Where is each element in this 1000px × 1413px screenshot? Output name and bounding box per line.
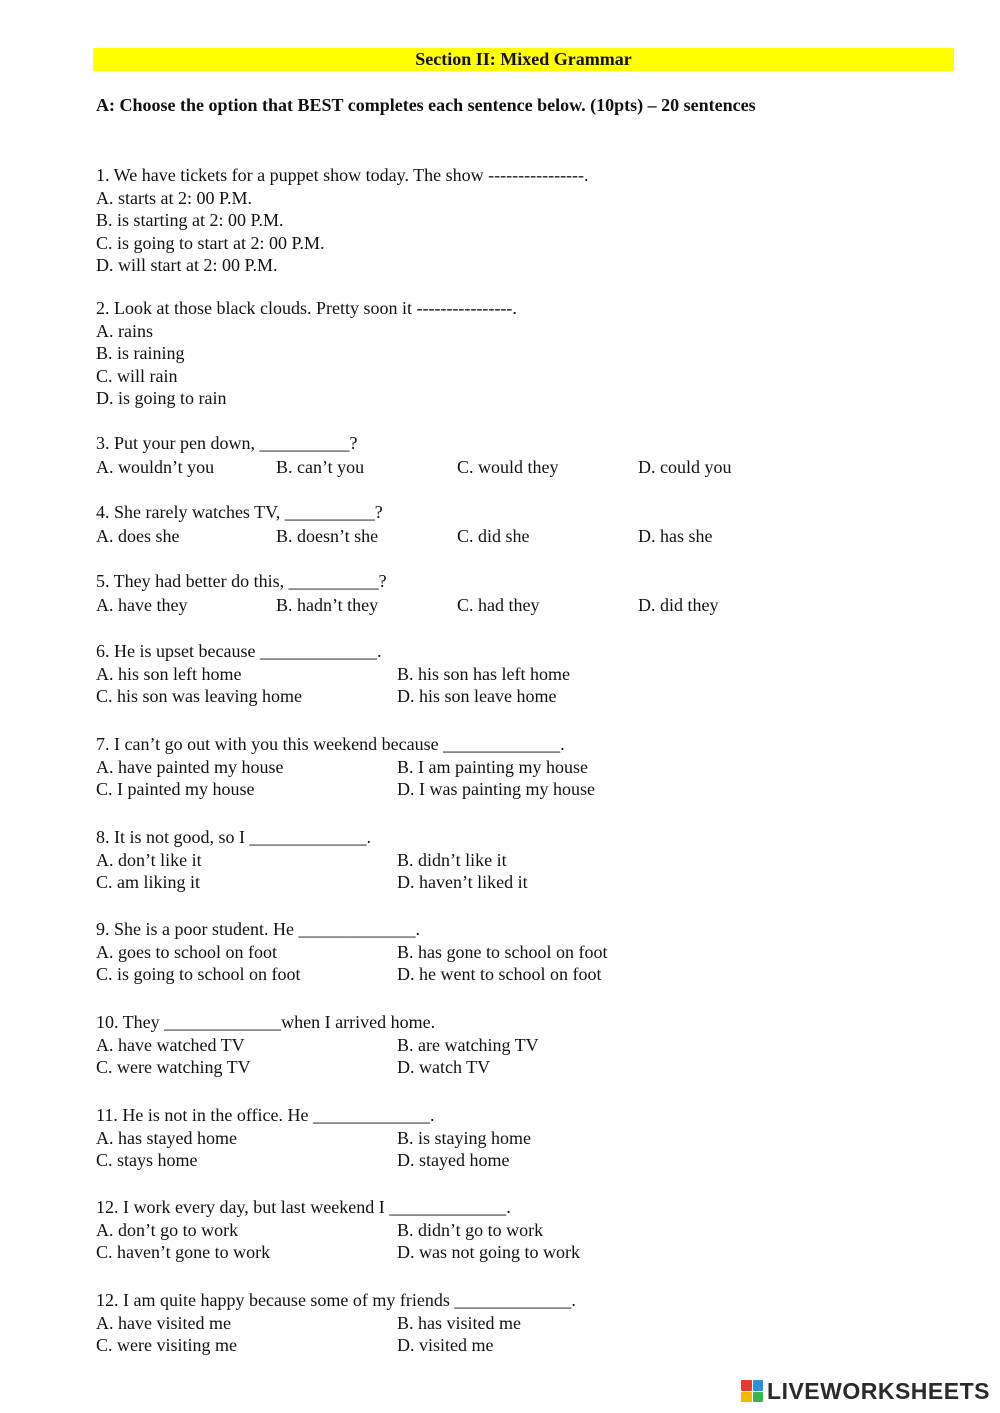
options-row	[96, 963, 956, 986]
options-row	[96, 594, 956, 617]
options-row	[96, 1241, 956, 1264]
option-b[interactable]: B. I am painting my house	[397, 756, 588, 777]
question-stem: 7. I can’t go out with you this weekend because _____________.	[96, 734, 565, 754]
question-stem: 4. She rarely watches TV, __________?	[96, 502, 383, 522]
options-row	[96, 778, 956, 801]
option-c[interactable]: C. am liking it	[96, 872, 201, 892]
instruction-text: A: Choose the option that BEST completes each sentence below. (10pts) – 20 sentences	[96, 95, 756, 115]
question-3	[96, 432, 956, 478]
option-c[interactable]: C. will rain	[96, 365, 178, 386]
option-c[interactable]: C. is going to start at 2: 00 P.M.	[96, 232, 325, 253]
options-row	[96, 456, 956, 479]
options-row	[96, 1334, 956, 1357]
options-row	[96, 756, 956, 779]
option-a[interactable]: A. his son left home	[96, 663, 242, 684]
option-d[interactable]: D. stayed home	[397, 1150, 510, 1170]
option-b[interactable]: B. can’t you	[276, 456, 365, 477]
option-d[interactable]: D. visited me	[397, 1335, 494, 1355]
option-d[interactable]: D. his son leave home	[397, 686, 557, 706]
question-6	[96, 640, 956, 708]
option-b[interactable]: B. hadn’t they	[276, 594, 379, 615]
option-d[interactable]: D. haven’t liked it	[397, 872, 528, 892]
question-8	[96, 826, 956, 894]
option-b[interactable]: B. doesn’t she	[276, 525, 379, 546]
question-13	[96, 1289, 956, 1357]
options-row	[96, 1127, 956, 1150]
options-row	[96, 1219, 956, 1242]
question-stem: 12. I work every day, but last weekend I _____________.	[96, 1197, 511, 1217]
options-row	[96, 1034, 956, 1057]
option-b[interactable]: B. is staying home	[397, 1127, 531, 1148]
option-d[interactable]: D. he went to school on foot	[397, 964, 602, 984]
option-d[interactable]: D. was not going to work	[397, 1242, 580, 1262]
logo-text: LIVEWORKSHEETS	[767, 1377, 990, 1404]
option-d[interactable]: D. I was painting my house	[397, 779, 595, 799]
question-12	[96, 1196, 956, 1264]
option-a[interactable]: A. don’t like it	[96, 849, 202, 870]
option-c[interactable]: C. had they	[457, 594, 540, 615]
question-stem: 6. He is upset because _____________.	[96, 641, 382, 661]
question-stem: 12. I am quite happy because some of my friends _____________.	[96, 1290, 576, 1310]
question-1	[96, 164, 956, 277]
option-d[interactable]: D. is going to rain	[96, 388, 227, 408]
options-row	[96, 1312, 956, 1335]
option-c[interactable]: C. haven’t gone to work	[96, 1242, 271, 1262]
question-2	[96, 297, 956, 410]
option-b[interactable]: B. his son has left home	[397, 663, 570, 684]
options-row	[96, 1056, 956, 1079]
question-stem: 3. Put your pen down, __________?	[96, 433, 358, 453]
option-b[interactable]: B. didn’t go to work	[397, 1219, 544, 1240]
question-11	[96, 1104, 956, 1172]
option-b[interactable]: B. has visited me	[397, 1312, 521, 1333]
question-4	[96, 501, 956, 547]
option-a[interactable]: A. wouldn’t you	[96, 456, 215, 477]
question-7	[96, 733, 956, 801]
option-d[interactable]: D. did they	[638, 594, 719, 615]
option-b[interactable]: B. has gone to school on foot	[397, 941, 608, 962]
option-c[interactable]: C. did she	[457, 525, 530, 546]
option-c[interactable]: C. is going to school on foot	[96, 964, 301, 984]
option-b[interactable]: B. is starting at 2: 00 P.M.	[96, 210, 284, 230]
option-a[interactable]: A. have painted my house	[96, 756, 284, 777]
liveworksheets-logo-icon	[741, 1380, 763, 1402]
question-stem: 2. Look at those black clouds. Pretty soon it ----------------.	[96, 298, 517, 318]
options-row	[96, 1149, 956, 1172]
section-title: Section II: Mixed Grammar	[93, 48, 954, 71]
question-stem: 9. She is a poor student. He _____________.	[96, 919, 420, 939]
question-stem: 5. They had better do this, __________?	[96, 571, 387, 591]
option-a[interactable]: A. have watched TV	[96, 1034, 245, 1055]
option-a[interactable]: A. goes to school on foot	[96, 941, 277, 962]
question-9	[96, 918, 956, 986]
option-a[interactable]: A. rains	[96, 320, 153, 341]
options-row	[96, 871, 956, 894]
option-d[interactable]: D. has she	[638, 525, 713, 546]
option-a[interactable]: A. starts at 2: 00 P.M.	[96, 187, 253, 208]
question-stem: 11. He is not in the office. He _____________.	[96, 1105, 435, 1125]
option-a[interactable]: A. does she	[96, 525, 180, 546]
option-c[interactable]: C. would they	[457, 456, 559, 477]
options-row	[96, 663, 956, 686]
option-c[interactable]: C. were visiting me	[96, 1335, 237, 1355]
question-10	[96, 1011, 956, 1079]
option-d[interactable]: D. will start at 2: 00 P.M.	[96, 255, 278, 275]
option-c[interactable]: C. stays home	[96, 1150, 198, 1170]
liveworksheets-logo[interactable]	[741, 1379, 990, 1403]
option-a[interactable]: A. don’t go to work	[96, 1219, 239, 1240]
option-c[interactable]: C. his son was leaving home	[96, 686, 302, 706]
options-row	[96, 849, 956, 872]
question-stem: 10. They _____________when I arrived home.	[96, 1012, 436, 1032]
options-row	[96, 941, 956, 964]
options-row	[96, 525, 956, 548]
question-stem: 8. It is not good, so I _____________.	[96, 827, 372, 847]
option-b[interactable]: B. didn’t like it	[397, 849, 507, 870]
option-d[interactable]: D. could you	[638, 456, 732, 477]
options-row	[96, 685, 956, 708]
option-d[interactable]: D. watch TV	[397, 1057, 491, 1077]
option-a[interactable]: A. have they	[96, 594, 188, 615]
option-c[interactable]: C. I painted my house	[96, 779, 255, 799]
option-b[interactable]: B. are watching TV	[397, 1034, 539, 1055]
option-c[interactable]: C. were watching TV	[96, 1057, 251, 1077]
question-stem: 1. We have tickets for a puppet show today. The show ----------------.	[96, 165, 589, 185]
option-b[interactable]: B. is raining	[96, 343, 185, 363]
option-a[interactable]: A. have visited me	[96, 1312, 231, 1333]
question-5	[96, 570, 956, 616]
option-a[interactable]: A. has stayed home	[96, 1127, 237, 1148]
